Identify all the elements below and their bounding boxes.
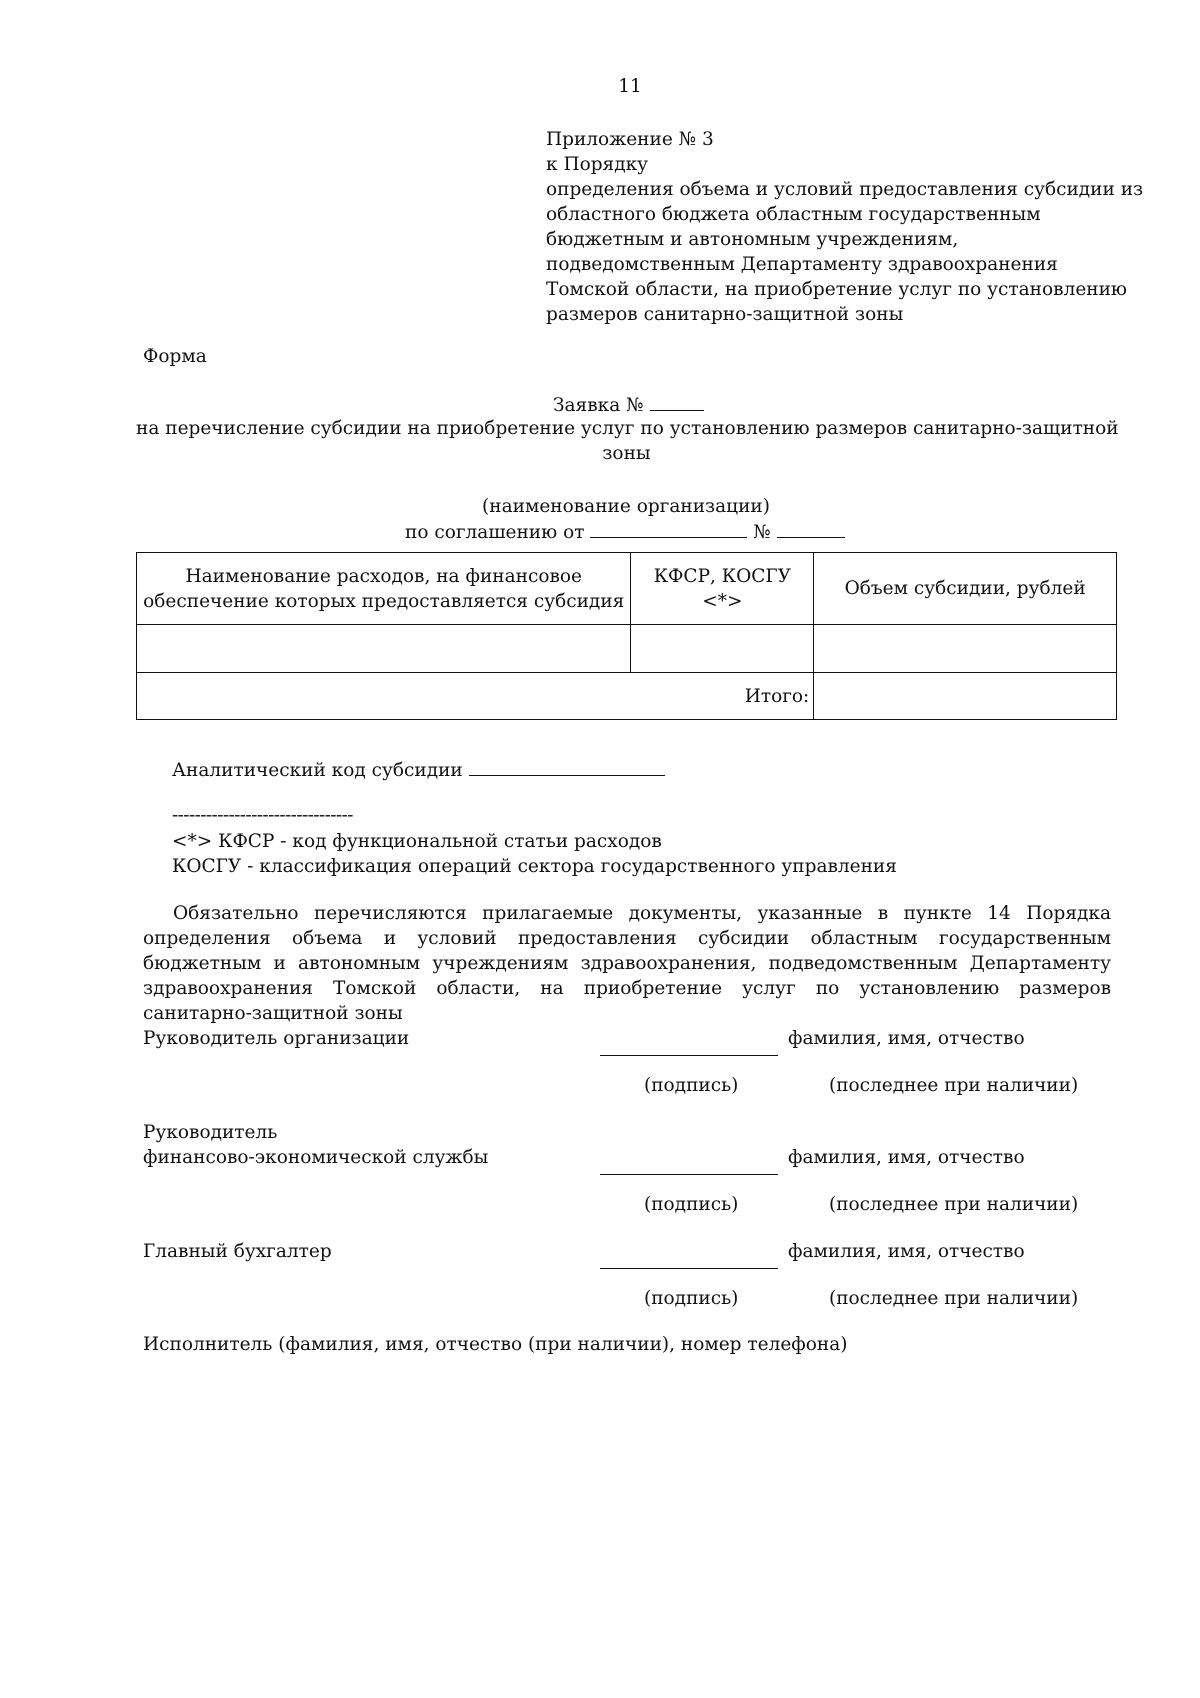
subsidy-table	[136, 552, 1117, 720]
header-expense-name-line: Наименование расходов, на финансовое	[185, 565, 582, 587]
signature-line-finance[interactable]	[600, 1174, 778, 1175]
header-expense-name-line: обеспечение которых предоставляется субсидия	[143, 590, 625, 612]
appendix-block	[546, 127, 1143, 327]
signer-finance-label-2: финансово-экономической службы	[143, 1147, 489, 1168]
appendix-line: бюджетным и автономным учреждениям,	[546, 229, 959, 250]
footnote-line-2: КОСГУ - классификация операций сектора государственного управления	[172, 856, 897, 877]
appendix-line: Приложение № 3	[546, 129, 714, 150]
signature-line-head[interactable]	[600, 1055, 778, 1056]
request-title-row	[553, 392, 704, 418]
header-expense-name	[137, 553, 631, 625]
signer-finance-fio: фамилия, имя, отчество	[788, 1147, 1025, 1168]
org-caption: (наименование организации)	[482, 496, 770, 517]
header-subsidy-volume: Объем субсидии, рублей	[814, 553, 1117, 625]
table-total-row	[137, 673, 1117, 720]
appendix-line: Томской области, на приобретение услуг по установлению	[546, 279, 1128, 300]
signer-accountant-fio: фамилия, имя, отчество	[788, 1241, 1025, 1262]
agreement-no-label: №	[753, 522, 771, 543]
appendix-line: размеров санитарно-защитной зоны	[546, 304, 904, 325]
request-title: Заявка №	[553, 395, 644, 416]
analytic-code-row	[172, 757, 665, 783]
agreement-row	[405, 519, 845, 545]
appendix-line: подведомственным Департаменту здравоохранения	[546, 254, 1058, 275]
signature-caption: (подпись)	[644, 1075, 739, 1096]
agreement-prefix: по соглашению от	[405, 522, 585, 543]
expense-name-cell[interactable]	[137, 625, 631, 673]
signer-accountant-label: Главный бухгалтер	[143, 1241, 332, 1262]
footnote-separator: --------------------------------	[172, 805, 353, 826]
signer-head-label: Руководитель организации	[143, 1028, 410, 1049]
table-header-row	[137, 553, 1117, 625]
total-value-cell[interactable]	[814, 673, 1117, 720]
request-number-blank[interactable]	[650, 392, 704, 411]
form-label: Форма	[143, 346, 207, 367]
signer-head-fio: фамилия, имя, отчество	[788, 1028, 1025, 1049]
total-label: Итого:	[137, 673, 814, 720]
signature-line-accountant[interactable]	[600, 1268, 778, 1269]
subsidy-volume-cell[interactable]	[814, 625, 1117, 673]
agreement-date-blank[interactable]	[590, 519, 747, 538]
last-name-caption: (последнее при наличии)	[829, 1288, 1079, 1309]
table-row	[137, 625, 1117, 673]
request-subtitle-1: на перечисление субсидии на приобретение услуг по установлению размеров санитарно-защитной	[136, 418, 1119, 439]
footnote-line-1: <*> КФСР - код функциональной статьи расходов	[172, 831, 662, 852]
appendix-line: областного бюджета областным государственным	[546, 204, 1041, 225]
analytic-code-blank[interactable]	[469, 757, 665, 776]
appendix-line: определения объема и условий предоставления субсидии из	[546, 179, 1144, 200]
request-subtitle-2: зоны	[602, 443, 651, 464]
header-kfsr-kosgu-line: <*>	[702, 590, 743, 612]
kfsr-kosgu-cell[interactable]	[631, 625, 814, 673]
last-name-caption: (последнее при наличии)	[829, 1075, 1079, 1096]
signature-caption: (подпись)	[644, 1194, 739, 1215]
analytic-code-label: Аналитический код субсидии	[172, 760, 463, 781]
header-kfsr-kosgu	[631, 553, 814, 625]
last-name-caption: (последнее при наличии)	[829, 1194, 1079, 1215]
header-kfsr-kosgu-line: КФСР, КОСГУ	[653, 565, 792, 587]
agreement-number-blank[interactable]	[777, 519, 845, 538]
signer-finance-label-1: Руководитель	[143, 1122, 278, 1143]
executor-line: Исполнитель (фамилия, имя, отчество (при наличии), номер телефона)	[143, 1334, 848, 1355]
mandatory-paragraph: Обязательно перечисляются прилагаемые документы, указанные в пункте 14 Порядка определения объема и условий предоставления субсидии областным государственным бюджетным и автономным учреждениям здравоохранения, подведомственным Департаменту здравоохранения Томской области, на приобретение услуг по установлению размеров санитарно-защитной зоны	[143, 903, 1111, 1024]
signature-caption: (подпись)	[644, 1288, 739, 1309]
appendix-line: к Порядку	[546, 154, 649, 175]
page-number: 11	[618, 76, 642, 97]
